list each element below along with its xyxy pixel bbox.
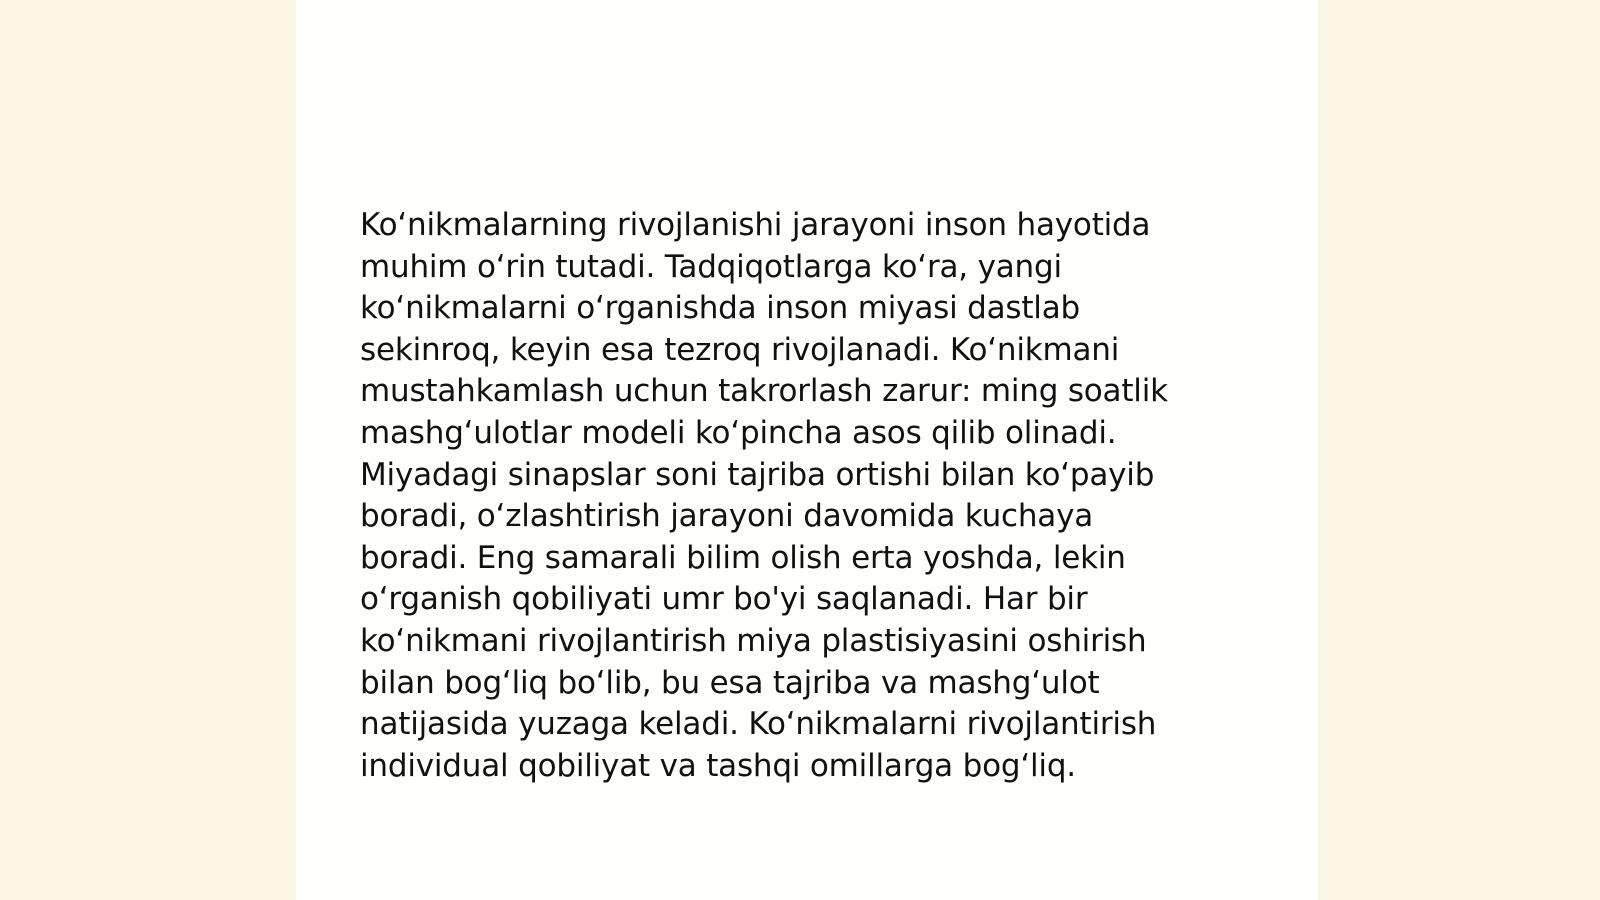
text-line: individual qobiliyat va tashqi omillarga bogʻliq. bbox=[360, 747, 1076, 784]
text-line: natijasida yuzaga keladi. Koʻnikmalarni rivojlantirish bbox=[360, 706, 1157, 743]
text-line: sekinroq, keyin esa tezroq rivojlanadi. Koʻnikmani bbox=[360, 331, 1120, 368]
text-line: boradi. Eng samarali bilim olish erta yoshda, lekin bbox=[360, 539, 1126, 576]
document-page bbox=[296, 0, 1318, 900]
text-line: bilan bogʻliq boʻlib, bu esa tajriba va mashgʻulot bbox=[360, 664, 1100, 701]
text-line: mashgʻulotlar modeli koʻpincha asos qilib olinadi. bbox=[360, 414, 1117, 451]
text-line: muhim oʻrin tutadi. Tadqiqotlarga koʻra, yangi bbox=[360, 248, 1062, 285]
text-line: Miyadagi sinapslar soni tajriba ortishi bilan koʻpayib bbox=[360, 456, 1155, 493]
text-line: boradi, oʻzlashtirish jarayoni davomida kuchaya bbox=[360, 498, 1094, 535]
text-line: mustahkamlash uchun takrorlash zarur: ming soatlik bbox=[360, 373, 1168, 410]
text-line: oʻrganish qobiliyati umr bo'yi saqlanadi. Har bir bbox=[360, 581, 1088, 618]
text-line: koʻnikmani rivojlantirish miya plastisiyasini oshirish bbox=[360, 622, 1147, 659]
text-line: koʻnikmalarni oʻrganishda inson miyasi dastlab bbox=[360, 290, 1080, 327]
text-line: Koʻnikmalarning rivojlanishi jarayoni inson hayotida bbox=[360, 207, 1151, 243]
body-paragraph bbox=[360, 205, 1260, 787]
